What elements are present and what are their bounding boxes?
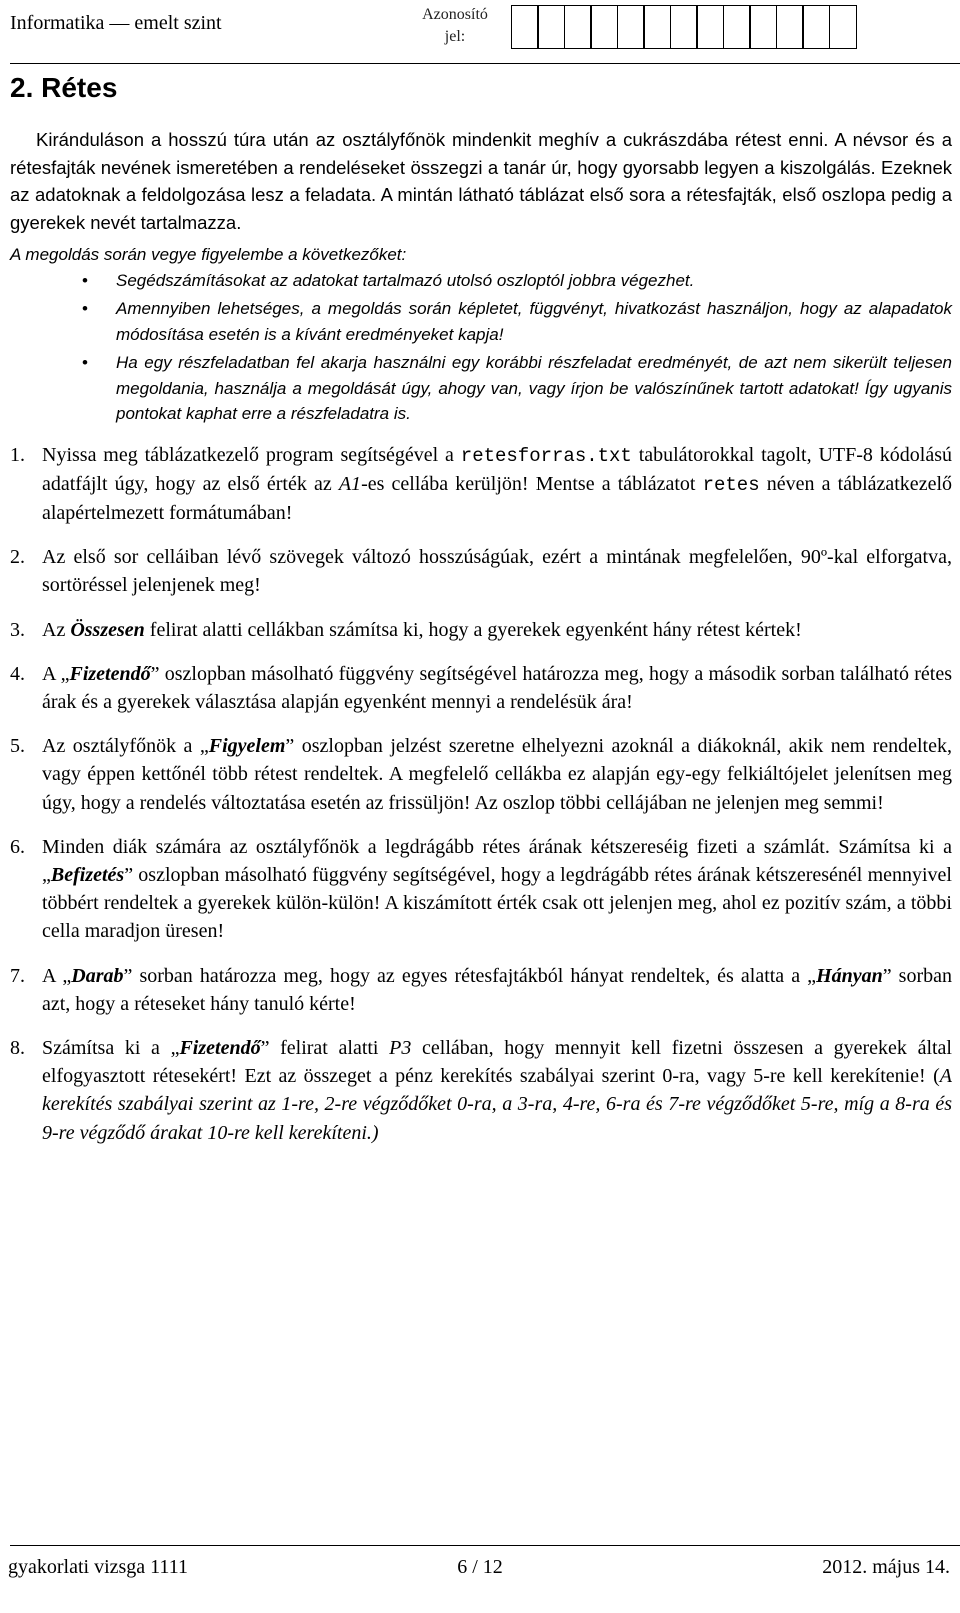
cell-ref: P3 xyxy=(389,1036,412,1059)
bullet-icon: • xyxy=(82,299,88,318)
id-box xyxy=(643,5,671,49)
id-box xyxy=(829,5,857,49)
term: Összesen xyxy=(70,618,145,641)
task-text: ” sorban azt, hogy a réteseket hány tanuló kérte! xyxy=(42,964,953,1015)
task-text: tabulátorokkal tagolt, UTF-8 kódolású adatfájlt úgy, hogy az első érték az xyxy=(42,443,952,495)
task-number: 6. xyxy=(10,835,25,858)
instruction-item xyxy=(10,350,952,427)
task-text: ” felirat alatti xyxy=(260,1036,390,1059)
task-text: cellában, hogy mennyit kell fizetni összesen a gyerekek által elfogyasztott rétesekért! Ezt az összeget a pénz kerekítés szabályai szerint 0-ra, vagy 5-re kell kerekítenie! ( xyxy=(42,1036,952,1088)
id-box xyxy=(511,5,539,49)
task-text: ” sorban határozza meg, hogy az egyes rétesfajtákból hányat rendeltek, és alatta a „ xyxy=(123,964,817,987)
instruction-text: Amennyiben lehetséges, a megoldás során képletet, függvényt, hivatkozást használjon, hogy az alapadatok módosítása esetén is a kívánt eredményeket kapja! xyxy=(116,299,952,344)
task-number: 8. xyxy=(10,1036,25,1059)
task-number: 4. xyxy=(10,662,25,685)
id-box xyxy=(696,5,724,49)
footer-date: 2012. május 14. xyxy=(822,1556,950,1578)
task-text: néven a táblázatkezelő alapértelmezett formátumában! xyxy=(42,472,952,524)
section-title: 2. Rétes xyxy=(10,72,118,103)
instructions-list xyxy=(10,268,952,427)
term: Fizetendő xyxy=(179,1036,261,1059)
term: Fizetendő xyxy=(69,662,151,685)
task-list xyxy=(10,441,952,1147)
id-box xyxy=(537,5,565,49)
header-rule xyxy=(10,63,960,64)
instruction-text: Ha egy részfeladatban fel akarja használni egy korábbi részfeladat eredményét, de azt nem sikerült teljesen megoldania, használja a megoldását úgy, ahogy van, vagy írjon be valószínűnek tartott adatokat! Így ugyanis pontokat kaphat erre a részfeladatra is. xyxy=(116,353,952,423)
task-text: Számítsa ki a „ xyxy=(42,1036,180,1059)
intro-paragraph: Kiránduláson a hosszú túra után az osztályfőnök mindenkit meghív a cukrászdába rétest enni. A névsor és a rétesfajták nevének ismeretében a rendeléseket összegzi a tanár úr, hogy gyorsabb legyen a kiszolgálás. Ezeknek az adatoknak a feldolgozása lesz a feladata. A mintán látható táblázat első sora a rétesfajták, első oszlopa pedig a gyerekek nevét tartalmazza. xyxy=(10,129,952,233)
task-number: 1. xyxy=(10,443,25,466)
task-text: Nyissa meg táblázatkezelő program segítségével a xyxy=(42,443,461,466)
file-name: retesforras.txt xyxy=(460,444,632,467)
id-box xyxy=(723,5,751,49)
task-5 xyxy=(10,732,952,817)
rounding-rule: A kerekítés szabályai szerint az 1-re, 2-re végződőket 0-ra, a 3-ra, 4-re, 6-ra és 7-re végződőket 5-re, míg a 8-ra és 9-re végződő árakat 10-re kell kerekíteni.) xyxy=(42,1065,952,1144)
footer-rule xyxy=(10,1545,960,1546)
footer-page-number: 6 / 12 xyxy=(457,1556,503,1578)
task-3 xyxy=(10,616,952,644)
task-text: ” oszlopban másolható függvény segítségével, hogy a legdrágább rétes árának kétszeresénél mennyivel többért rendeltek a gyerekek külön-külön! A kiszámított érték csak ott jelenjen meg, ahol ez pozitív szám, a többi cella maradjon üresen! xyxy=(42,863,952,943)
task-number: 3. xyxy=(10,618,25,641)
task-1 xyxy=(10,441,952,528)
term: Figyelem xyxy=(208,735,286,758)
page-header xyxy=(0,0,960,64)
task-6 xyxy=(10,833,952,946)
term: Hányan xyxy=(816,964,883,987)
id-box xyxy=(564,5,592,49)
id-box xyxy=(590,5,618,49)
content xyxy=(10,126,952,1163)
task-number: 7. xyxy=(10,964,25,987)
task-text: Az osztályfőnök a „ xyxy=(42,735,209,758)
task-7 xyxy=(10,962,952,1018)
instruction-text: Segédszámításokat az adatokat tartalmazó utolsó oszloptól jobbra végezhet. xyxy=(116,270,695,290)
id-label xyxy=(420,4,490,48)
id-label-line2: jel: xyxy=(444,28,466,45)
task-text: Az első sor celláiban lévő szövegek változó hosszúságúak, ezért a mintának megfelelően, 90º-kal elforgatva, sortöréssel jelenjenek meg! xyxy=(42,546,952,597)
task-text: felirat alatti cellákban számítsa ki, hogy a gyerekek egyenként hány rétest kértek! xyxy=(144,618,802,641)
bullet-icon: • xyxy=(82,270,88,290)
consider-heading: A megoldás során vegye figyelembe a következőket: xyxy=(10,245,407,264)
id-box xyxy=(776,5,804,49)
task-text: -es cellába kerüljön! Mentse a táblázatot xyxy=(361,472,703,495)
id-label-line1: Azonosító xyxy=(422,6,488,23)
task-number: 5. xyxy=(10,735,25,758)
header-title: Informatika — emelt szint xyxy=(10,12,222,34)
instruction-item xyxy=(10,296,952,347)
bullet-icon: • xyxy=(82,353,88,372)
task-text: ” oszlopban másolható függvény segítségével határozza meg, hogy a második sorban található rétes árak és a gyerekek választása alapján egyenként mennyi a rendelésük ára! xyxy=(42,662,953,713)
save-name: retes xyxy=(702,473,760,496)
task-text: Az xyxy=(42,618,71,641)
id-box xyxy=(670,5,698,49)
task-text: A „ xyxy=(42,662,70,685)
task-text: A „ xyxy=(42,964,72,987)
id-box xyxy=(802,5,830,49)
term: Darab xyxy=(71,964,124,987)
id-box xyxy=(749,5,777,49)
id-box xyxy=(617,5,645,49)
task-2 xyxy=(10,543,952,599)
id-boxes xyxy=(512,5,857,49)
task-text: Minden diák számára az osztályfőnök a legdrágább rétes árának kétszereséig fizeti a számlát. Számítsa ki a „ xyxy=(42,835,952,886)
cell-ref: A1 xyxy=(338,472,362,495)
task-4 xyxy=(10,660,952,716)
footer-exam: gyakorlati vizsga 1111 xyxy=(8,1556,188,1578)
instruction-item xyxy=(10,268,952,294)
task-8 xyxy=(10,1034,952,1147)
term: Befizetés xyxy=(50,863,125,886)
task-text: ” oszlopban jelzést szeretne elhelyezni azoknál a diákoknál, akik nem rendeltek, vagy éppen kettőnél több rétest rendeltek. A megfelelő cellákba ez alapján egy-egy felkiáltójelet jelenítsen meg úgy, hogy a rendelés változtatása esetén az frissüljön! Az oszlop többi cellájában ne jelenjen meg semmi! xyxy=(42,735,952,814)
task-number: 2. xyxy=(10,546,25,569)
